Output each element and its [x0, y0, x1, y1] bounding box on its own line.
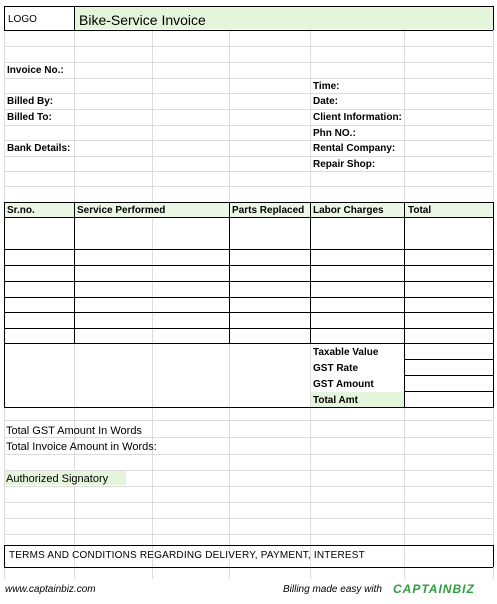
table-row [4, 281, 493, 282]
table-border [4, 202, 5, 343]
grid-row [4, 437, 493, 438]
table-row [4, 265, 493, 266]
summary-value-border [404, 375, 493, 376]
column-header-labor: Labor Charges [313, 205, 384, 216]
grid-row [4, 186, 493, 187]
summary-value-border [404, 359, 493, 360]
summary-border [4, 343, 5, 408]
client-information-label: Client Information: [313, 112, 402, 123]
invoice-no-label: Invoice No.: [7, 65, 64, 76]
captainbiz-logo: CAPTAINBIZ [393, 582, 475, 596]
terms-border [4, 567, 493, 568]
table-border [4, 202, 493, 203]
page-title: Bike-Service Invoice [79, 12, 206, 28]
footer-tagline: Billing made easy with [283, 584, 382, 595]
terms-label: TERMS AND CONDITIONS REGARDING DELIVERY, PAYMENT, INTEREST [9, 550, 365, 561]
title-border-top [4, 6, 493, 7]
grid-row [4, 140, 493, 141]
grid-row [4, 62, 493, 63]
terms-border [4, 545, 493, 546]
rental-company-label: Rental Company: [313, 143, 396, 154]
grid-row [4, 534, 493, 535]
time-label: Time: [313, 81, 340, 92]
invoice-words-label: Total Invoice Amount in Words: [6, 441, 157, 453]
grid-row [4, 46, 493, 47]
logo-divider [74, 6, 75, 30]
gst-words-label: Total GST Amount In Words [6, 425, 142, 437]
authorized-signatory-label: Authorized Signatory [6, 473, 109, 485]
table-row [4, 312, 493, 313]
grid-row [4, 156, 493, 157]
table-row [4, 249, 493, 250]
column-header-srno: Sr.no. [7, 205, 35, 216]
billed-by-label: Billed By: [7, 96, 54, 107]
gst-amount-label: GST Amount [313, 379, 374, 390]
terms-border [4, 545, 5, 567]
taxable-value-label: Taxable Value [313, 347, 379, 358]
table-border [229, 202, 230, 343]
grid-row [4, 420, 493, 421]
table-border [4, 343, 493, 344]
grid-row [4, 109, 493, 110]
billed-to-label: Billed To: [7, 112, 52, 123]
grid-row [4, 502, 493, 503]
grid-row [4, 171, 493, 172]
summary-value-border [404, 391, 493, 392]
grid-row [4, 486, 493, 487]
table-row [4, 297, 493, 298]
title-border-bottom [4, 30, 493, 31]
summary-border [493, 343, 494, 408]
title-border-right [493, 6, 494, 30]
grid-row [4, 93, 493, 94]
date-label: Date: [313, 96, 339, 107]
bank-details-label: Bank Details: [7, 143, 71, 154]
grid-row [4, 125, 493, 126]
table-border [404, 202, 405, 343]
column-header-total: Total [408, 205, 432, 216]
footer-website: www.captainbiz.com [5, 584, 96, 595]
table-row [4, 328, 493, 329]
total-amt-label: Total Amt [313, 395, 358, 406]
logo-placeholder: LOGO [8, 14, 37, 25]
table-border [493, 202, 494, 343]
repair-shop-label: Repair Shop: [313, 159, 376, 170]
column-header-service: Service Performed [77, 205, 166, 216]
phn-no-label: Phn NO.: [313, 128, 356, 139]
summary-border [4, 407, 493, 408]
title-border-left [4, 6, 5, 30]
table-border [74, 202, 75, 343]
terms-border [493, 545, 494, 567]
table-border [310, 202, 311, 343]
grid-col-c [152, 6, 153, 579]
table-border [4, 217, 493, 218]
grid-row [4, 518, 493, 519]
grid-row [4, 454, 493, 455]
column-header-parts: Parts Replaced [232, 205, 305, 216]
gst-rate-label: GST Rate [313, 363, 359, 374]
grid-row [4, 78, 493, 79]
